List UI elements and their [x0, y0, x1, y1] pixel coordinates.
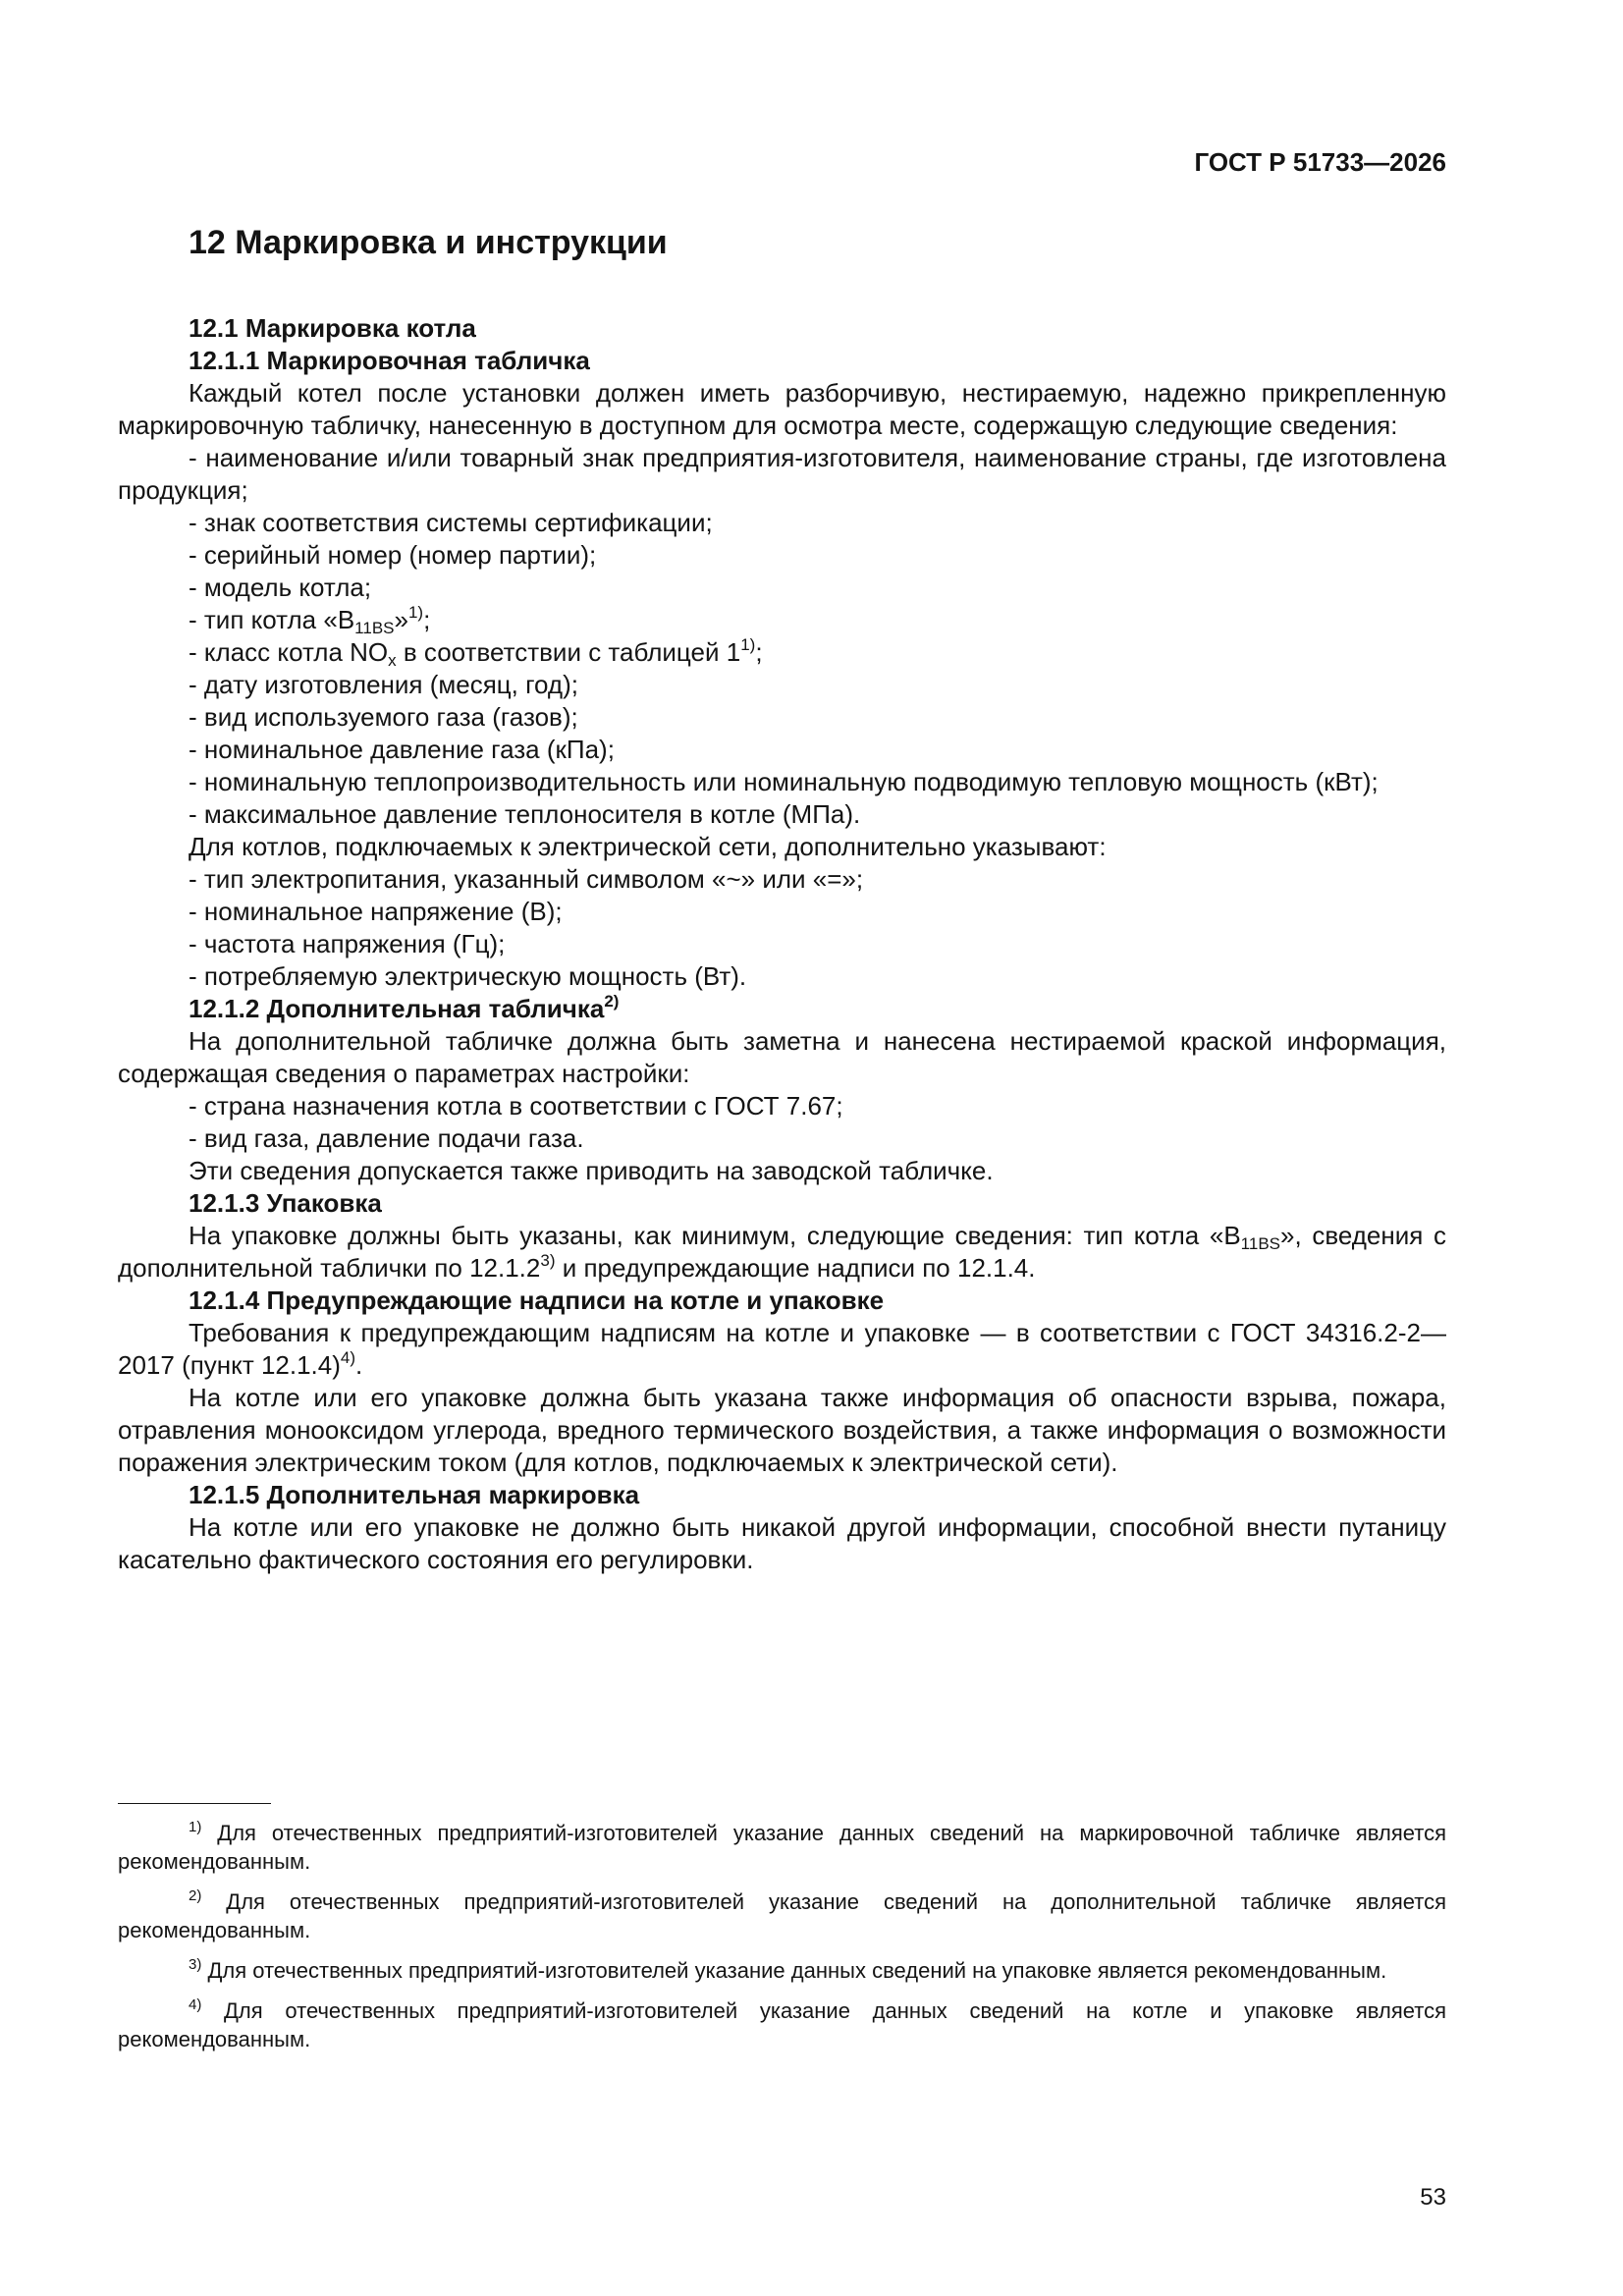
paragraph: Каждый котел после установки должен иметь разборчивую, нестираемую, надежно прикрепленную маркировочную табличку, нанесенную в доступном для осмотра месте, содержащую следующие сведения: [118, 378, 1446, 440]
paragraph: Эти сведения допускается также приводить на заводской табличке. [189, 1156, 994, 1185]
paragraph: На котле или его упаковке не должно быть никакой другой информации, способной внести путаницу касательно фактического состояния его регулировки. [118, 1512, 1446, 1574]
footnote-divider [118, 1803, 271, 1804]
paragraph [118, 1220, 1446, 1285]
text-run: - тип котла «В [189, 605, 355, 634]
paragraph: На котле или его упаковке должна быть указана также информация об опасности взрыва, пожара, отравления монооксидом углерода, вредного термического воздействия, а также информация о возможности поражения электрическим током (для котлов, подключаемых к электрической сети). [118, 1383, 1446, 1477]
text-run: На упаковке должны быть указаны, как минимум, следующие сведения: тип котла «В [189, 1221, 1241, 1250]
list-item: - вид используемого газа (газов); [189, 702, 578, 732]
footnote-mark: 3) [189, 1956, 202, 1973]
text-run: в соответствии с таблицей 1 [396, 637, 741, 667]
list-item: - номинальное давление газа (кПа); [189, 735, 615, 764]
list-item: - номинальное напряжение (В); [189, 897, 563, 926]
list-item: - страна назначения котла в соответствии с ГОСТ 7.67; [189, 1091, 843, 1121]
footnote-mark: 4) [189, 1996, 202, 2013]
list-item: - наименование и/или товарный знак предприятия-изготовителя, наименование страны, где изготовлена продукция; [118, 443, 1446, 505]
list-item: - тип электропитания, указанный символом «~» или «=»; [189, 864, 864, 894]
text-run: и предупреждающие надписи по 12.1.4. [555, 1253, 1036, 1283]
footnote [118, 1819, 1446, 1876]
text-run: », сведения с дополнительной таблички по 12.1.2 [118, 1221, 1446, 1283]
subsection-heading: 12.1 Маркировка котла [189, 313, 476, 343]
list-item: - дату изготовления (месяц, год); [189, 670, 578, 699]
list-item: - серийный номер (номер партии); [189, 540, 597, 570]
list-item: - частота напряжения (Гц); [189, 929, 506, 958]
footnote-text: Для отечественных предприятий-изготовителей указание данных сведений на упаковке является рекомендованным. [201, 1958, 1387, 1983]
paragraph [118, 1317, 1446, 1382]
text-run: . [355, 1350, 363, 1380]
list-item: - номинальную теплопроизводительность или номинальную подводимую тепловую мощность (кВт); [189, 767, 1379, 796]
list-item: - максимальное давление теплоносителя в котле (МПа). [189, 799, 861, 829]
subscript: x [388, 651, 397, 670]
section-title: 12 Маркировка и инструкции [189, 224, 668, 261]
footnote-text: Для отечественных предприятий-изготовителей указание сведений на дополнительной табличке является рекомендованным. [118, 1889, 1446, 1942]
footnote [118, 1956, 1446, 1985]
footnote-text: Для отечественных предприятий-изготовителей указание данных сведений на маркировочной табличке является рекомендованным. [118, 1821, 1446, 1874]
list-item: - модель котла; [189, 573, 372, 602]
clause-heading: 12.1.4 Предупреждающие надписи на котле и упаковке [189, 1285, 885, 1315]
text-run: - класс котла NO [189, 637, 389, 667]
list-item: - потребляемую электрическую мощность (Вт). [189, 961, 747, 991]
page-number: 53 [1420, 2184, 1446, 2211]
footnote-ref: 1) [407, 603, 424, 622]
list-item [118, 636, 1446, 669]
footnote-ref: 2) [604, 992, 620, 1011]
footnote [118, 1887, 1446, 1944]
list-item: - вид газа, давление подачи газа. [189, 1123, 584, 1153]
text-run: Требования к предупреждающим надписям на котле и упаковке — в соответствии с ГОСТ 34316.2-2—2017 (пункт 12.1.4) [118, 1318, 1446, 1380]
footnote-ref: 1) [740, 635, 756, 654]
footnote-text: Для отечественных предприятий-изготовителей указание данных сведений на котле и упаковке является рекомендованным. [118, 1998, 1446, 2051]
footnote-mark: 2) [189, 1887, 202, 1904]
list-item: - знак соответствия системы сертификации; [189, 508, 713, 537]
footnote-ref: 3) [540, 1251, 556, 1270]
list-item [118, 604, 1446, 636]
footnote-ref: 4) [340, 1348, 356, 1367]
subscript: 11BS [354, 619, 395, 637]
paragraph: На дополнительной табличке должна быть заметна и нанесена нестираемой краской информация, содержащая сведения о параметрах настройки: [118, 1026, 1446, 1088]
clause-heading: 12.1.5 Дополнительная маркировка [189, 1480, 640, 1509]
document-body [118, 312, 1446, 1576]
clause-heading: 12.1.3 Упаковка [189, 1188, 382, 1218]
footnote [118, 1996, 1446, 2053]
heading-text: 12.1.2 Дополнительная табличка [189, 994, 605, 1023]
text-run: » [394, 605, 408, 634]
text-run: ; [755, 637, 763, 667]
footnote-mark: 1) [189, 1819, 202, 1835]
clause-heading: 12.1.1 Маркировочная табличка [189, 346, 590, 375]
clause-heading [118, 993, 1446, 1025]
text-run: ; [423, 605, 431, 634]
paragraph: Для котлов, подключаемых к электрической сети, дополнительно указывают: [189, 832, 1107, 861]
subscript: 11BS [1240, 1234, 1280, 1253]
document-id: ГОСТ Р 51733—2026 [1194, 147, 1446, 177]
footnotes [118, 1819, 1446, 2065]
